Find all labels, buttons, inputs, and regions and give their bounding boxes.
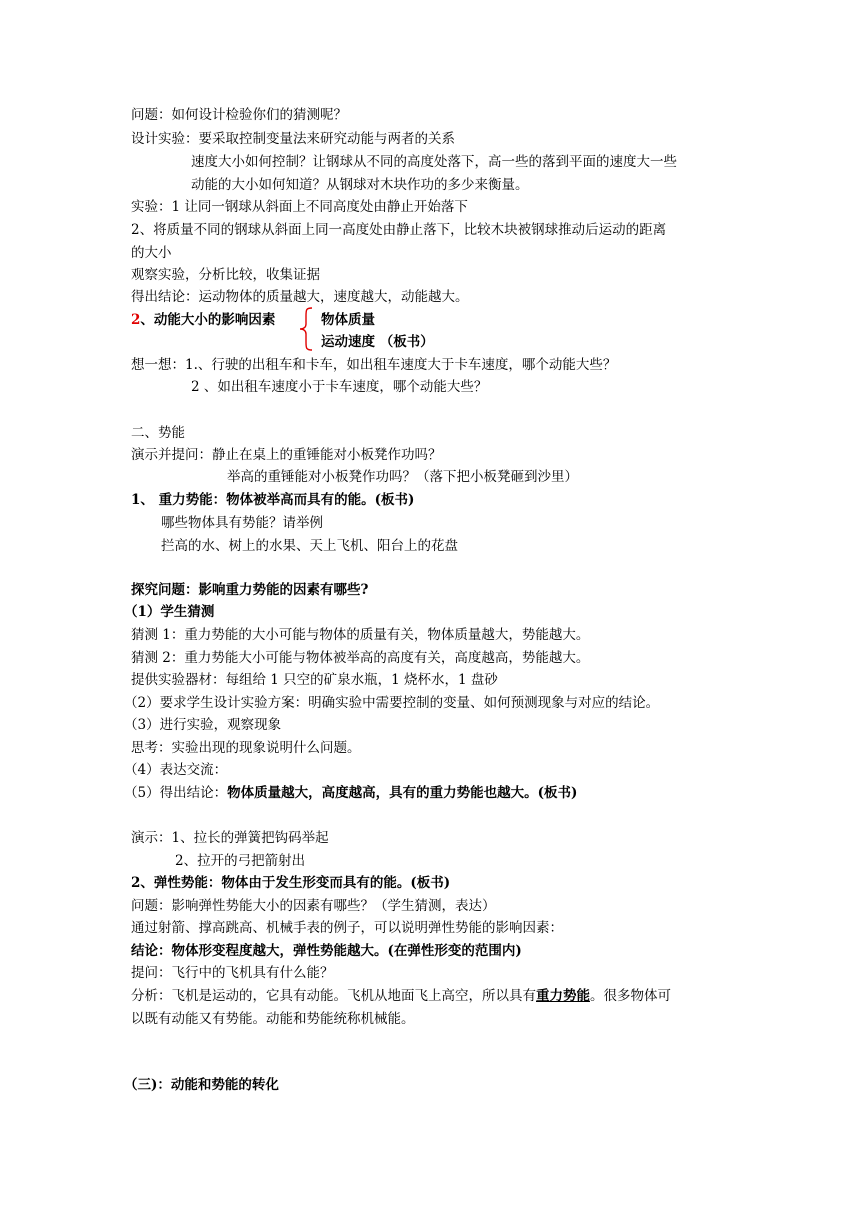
plane-analysis	[131, 986, 671, 1006]
conclusion-kinetic: 得出结论：运动物体的质量越大，速度越大，动能越大。	[131, 289, 469, 305]
step-3: （3）进行实验，观察现象	[124, 717, 282, 733]
equipment: 提供实验器材：每组给 1 只空的矿泉水瓶，1 烧杯水，1 盘砂	[131, 672, 498, 688]
think-1: 想一想：1.、行驶的出租车和卡车，如出租车速度大于卡车速度，哪个动能大些？	[131, 357, 617, 373]
gravity-potential-def: 1、 重力势能：物体被举高而具有的能。(板书)	[131, 492, 415, 508]
speed-control-text: 速度大小如何控制？让钢球从不同的高度处落下，高一些的落到平面的速度大一些	[191, 154, 677, 170]
step-5-label: （5）得出结论：	[124, 785, 228, 801]
curly-brace-icon	[296, 306, 316, 352]
section-potential: 二、势能	[131, 425, 185, 441]
kinetic-factors-heading	[131, 310, 275, 330]
section-three-heading: （三)：动能和势能的转化	[124, 1077, 279, 1093]
demo-elastic-1: 演示：1、拉长的弹簧把钩码举起	[131, 830, 329, 846]
analysis-underlined: 重力势能	[536, 988, 590, 1004]
kinetic-measure-text: 动能的大小如何知道？从钢球对木块作功的多少来衡量。	[191, 177, 529, 193]
observe-text: 观察实验，分析比较，收集证据	[131, 267, 320, 283]
experiment-2-cont: 的大小	[131, 245, 172, 261]
demo-elastic-2: 2、拉开的弓把箭射出	[175, 853, 306, 869]
plane-question: 提问：飞行中的飞机具有什么能？	[131, 965, 334, 981]
elastic-conclusion: 结论：物体形变程度越大，弹性势能越大。(在弹性形变的范围内)	[131, 943, 522, 959]
demo-question-1: 演示并提问：静止在桌上的重锤能对小板凳作功吗？	[131, 447, 442, 463]
demo-question-2: 举高的重锤能对小板凳作功吗？（落下把小板凳砸到沙里）	[227, 469, 578, 485]
experiment-1: 实验：1 让同一钢球从斜面上不同高度处由静止开始落下	[131, 199, 468, 215]
analysis-part-b: 。很多物体可	[590, 988, 671, 1004]
plane-analysis-cont: 以既有动能又有势能。动能和势能统称机械能。	[131, 1011, 415, 1027]
explore-question: 探究问题：影响重力势能的因素有哪些?	[131, 582, 369, 598]
elastic-question: 问题：影响弹性势能大小的因素有哪些？（学生猜测，表达）	[131, 898, 496, 914]
step-4: （4）表达交流：	[124, 762, 228, 778]
step-2: （2）要求学生设计实验方案：明确实验中需要控制的变量、如何预测现象与对应的结论。	[124, 695, 660, 711]
step-5-conclusion: 物体质量越大，高度越高，具有的重力势能也越大。(板书)	[227, 785, 578, 801]
factor-speed: 运动速度 （板书）	[321, 334, 434, 350]
guess-1: 猜测 1：重力势能的大小可能与物体的质量有关，物体质量越大，势能越大。	[131, 627, 590, 643]
heading-number: 2	[131, 312, 141, 328]
step-1-guess: （1）学生猜测	[124, 604, 215, 620]
design-experiment: 设计实验：要采取控制变量法来研究动能与两者的关系	[131, 131, 455, 147]
examples-answer: 拦高的水、树上的水果、天上飞机、阳台上的花盘	[161, 538, 458, 554]
analysis-part-a: 分析：飞机是运动的，它具有动能。飞机从地面飞上高空，所以具有	[131, 988, 536, 1004]
elastic-examples: 通过射箭、撑高跳高、机械手表的例子，可以说明弹性势能的影响因素：	[131, 920, 563, 936]
think-phenomenon: 思考：实验出现的现象说明什么问题。	[131, 740, 361, 756]
guess-2: 猜测 2：重力势能大小可能与物体被举高的高度有关，高度越高，势能越大。	[131, 650, 590, 666]
heading-text: 、动能大小的影响因素	[140, 312, 276, 328]
examples-question: 哪些物体具有势能？请举例	[161, 515, 323, 531]
experiment-2: 2、将质量不同的钢球从斜面上同一高度处由静止落下，比较木块被钢球推动后运动的距离	[131, 222, 667, 238]
elastic-potential-def: 2、弹性势能：物体由于发生形变而具有的能。(板书)	[131, 875, 451, 891]
factor-mass: 物体质量	[321, 312, 375, 328]
think-2: 2 、如出租车速度小于卡车速度，哪个动能大些？	[191, 379, 488, 395]
step-5	[124, 783, 577, 803]
question-design: 问题：如何设计检验你们的猜测呢？	[131, 107, 347, 123]
